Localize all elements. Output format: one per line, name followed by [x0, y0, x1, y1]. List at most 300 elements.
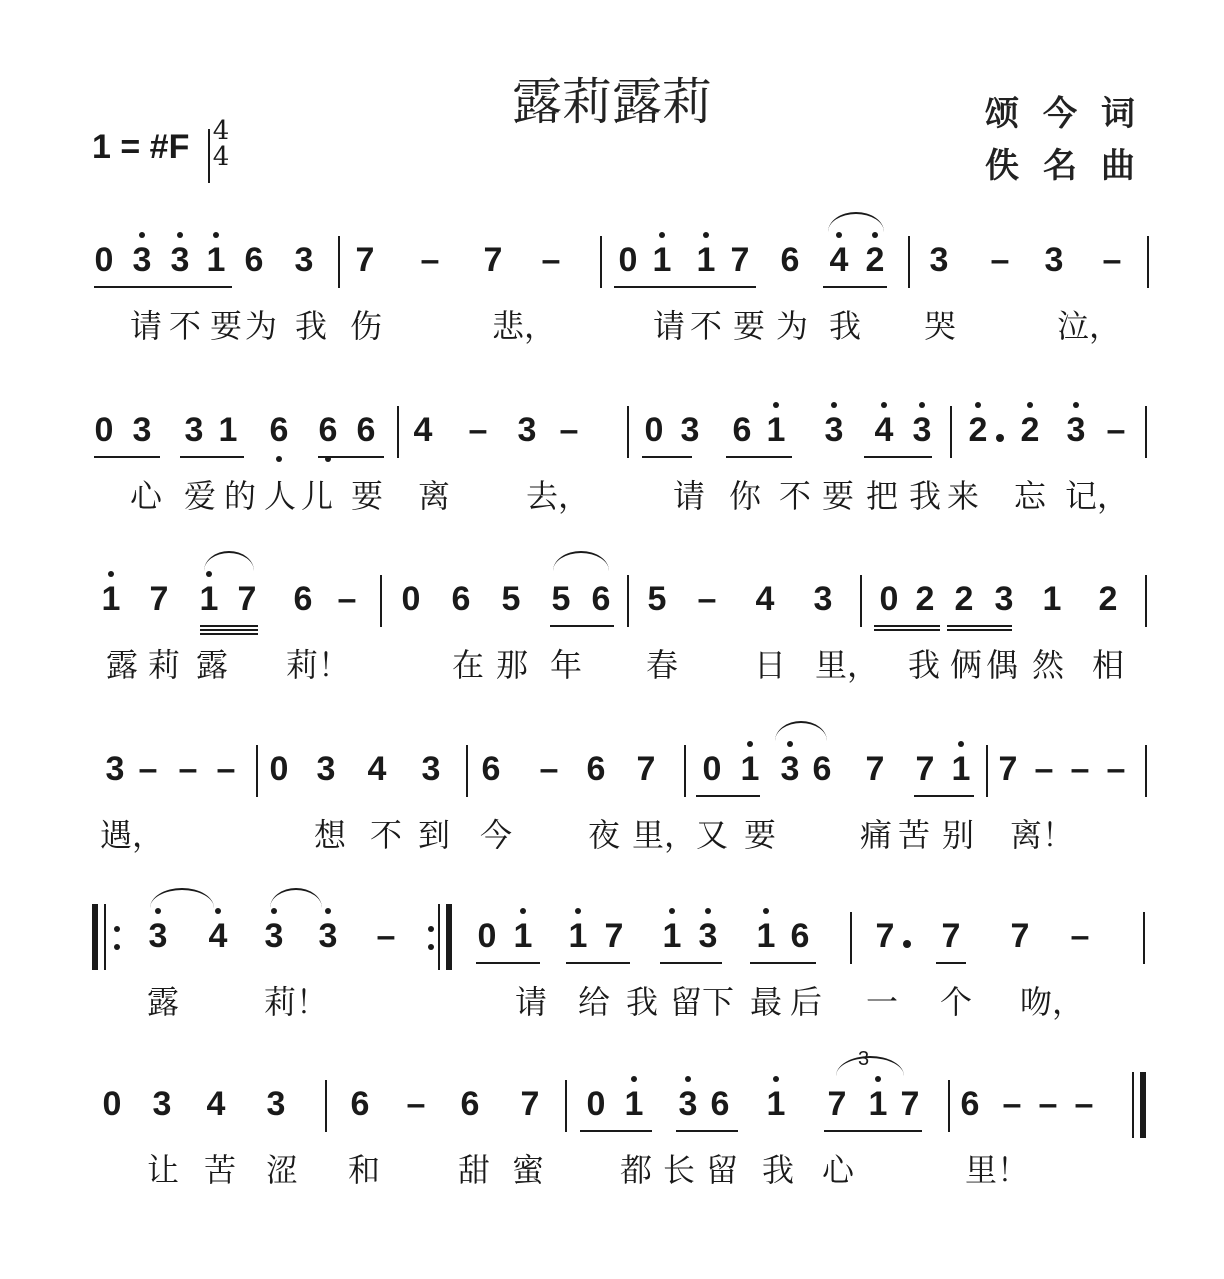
- octave-up-dot: [685, 1076, 691, 1082]
- underline-beam: [864, 456, 932, 458]
- barline: [397, 406, 399, 458]
- octave-up-dot: [763, 908, 769, 914]
- note-digit: 3: [148, 917, 168, 955]
- note-digit: 7: [875, 917, 895, 955]
- note-digit: 7: [998, 750, 1018, 788]
- note-digit: 1: [101, 580, 121, 618]
- note: [807, 735, 837, 825]
- note-digit: –: [1070, 917, 1090, 955]
- octave-up-dot: [669, 908, 675, 914]
- duration-dash: [1029, 735, 1059, 825]
- underline-beam: [823, 286, 887, 288]
- duration-dash: [371, 902, 401, 992]
- note-digit: –: [559, 411, 579, 449]
- slur-arc: [204, 551, 254, 571]
- note-digit: 4: [829, 241, 849, 279]
- lyric-syllable: 要: [743, 816, 776, 854]
- note-digit: 3: [517, 411, 537, 449]
- note-digit: –: [1102, 241, 1122, 279]
- octave-up-dot: [215, 908, 221, 914]
- note-digit: 7: [604, 917, 624, 955]
- note-digit: 7: [827, 1085, 847, 1123]
- lyric-syllable: 露: [146, 983, 179, 1021]
- note: [946, 735, 976, 825]
- score-title: 露莉露莉: [512, 73, 712, 131]
- note: [751, 902, 781, 992]
- note-digit: 3: [421, 750, 441, 788]
- rest-note: [639, 396, 669, 486]
- underline-beam: [936, 962, 966, 964]
- note-digit: 3: [1066, 411, 1086, 449]
- note-digit: 6: [591, 580, 611, 618]
- slur-arc: [553, 551, 609, 571]
- note: [351, 396, 381, 486]
- lyric-syllable: 请: [129, 307, 162, 345]
- underline-beam: [726, 456, 792, 458]
- note-digit: –: [990, 241, 1010, 279]
- note-digit: 1: [766, 1085, 786, 1123]
- slur-arc: [836, 1056, 904, 1076]
- underline-beam: [550, 625, 614, 627]
- underline-beam: [914, 795, 974, 797]
- note-digit: 2: [954, 580, 974, 618]
- octave-up-dot: [1073, 402, 1079, 408]
- note: [860, 735, 890, 825]
- repeat-end-sign: [428, 904, 458, 970]
- slur-arc: [775, 721, 827, 741]
- lyric-syllable: 我: [294, 307, 327, 345]
- note-digit: 3: [912, 411, 932, 449]
- note: [657, 902, 687, 992]
- note-digit: 6: [732, 411, 752, 449]
- duration-dash: [692, 565, 722, 655]
- note: [642, 565, 672, 655]
- underline-beam: [874, 625, 940, 627]
- barline: [1147, 236, 1149, 288]
- lyric-syllable: 个: [939, 983, 972, 1021]
- note: [631, 735, 661, 825]
- note: [96, 565, 126, 655]
- lyric-syllable: 请: [652, 307, 685, 345]
- note-digit: 7: [355, 241, 375, 279]
- lyric-syllable: 悲，: [492, 307, 557, 345]
- note: [478, 226, 508, 316]
- duration-dash: [463, 396, 493, 486]
- note-digit: 2: [865, 241, 885, 279]
- note: [581, 735, 611, 825]
- note: [165, 226, 195, 316]
- lyric-syllable: 长: [662, 1151, 695, 1189]
- repeat-start-sign: [92, 904, 132, 970]
- note-digit: 1: [513, 917, 533, 955]
- octave-up-dot: [836, 232, 842, 238]
- lyric-syllable: 心: [821, 1151, 854, 1189]
- time-signature-bottom: 4: [212, 142, 230, 172]
- note-digit: 6: [710, 1085, 730, 1123]
- time-signature: [208, 118, 234, 170]
- rest-note: [472, 902, 502, 992]
- note: [313, 396, 343, 486]
- octave-up-dot: [631, 1076, 637, 1082]
- underline-beam: [318, 456, 384, 458]
- note-digit: 1: [756, 917, 776, 955]
- lyric-syllable: 年: [549, 646, 582, 684]
- octave-up-dot: [831, 402, 837, 408]
- lyric-syllable: 为: [244, 307, 277, 345]
- note-digit: 6: [269, 411, 289, 449]
- note: [289, 226, 319, 316]
- note-digit: 1: [951, 750, 971, 788]
- note-digit: –: [1002, 1085, 1022, 1123]
- score-line: [0, 902, 1224, 1052]
- lyric-syllable: 不: [168, 307, 201, 345]
- note: [288, 565, 318, 655]
- note: [203, 902, 233, 992]
- note: [907, 396, 937, 486]
- note-digit: 3: [132, 241, 152, 279]
- note-digit: 1: [868, 1085, 888, 1123]
- lyric-syllable: 人: [263, 477, 296, 515]
- note-digit: 1: [1042, 580, 1062, 618]
- note-digit: –: [406, 1085, 426, 1123]
- underline-beam: [566, 962, 630, 964]
- note: [586, 565, 616, 655]
- note: [144, 565, 174, 655]
- barline: [908, 236, 910, 288]
- lyric-syllable: 苦: [203, 1151, 236, 1189]
- note: [1015, 396, 1045, 486]
- note-digit: 3: [813, 580, 833, 618]
- duration-dash: [332, 565, 362, 655]
- barline: [1145, 745, 1147, 797]
- note-digit: 3: [780, 750, 800, 788]
- note: [775, 735, 805, 825]
- slur-arc: [150, 888, 214, 908]
- underline-beam: [580, 1130, 652, 1132]
- barline: [466, 745, 468, 797]
- duration-dash: [401, 1070, 431, 1160]
- note: [955, 1070, 985, 1160]
- barline: [565, 1080, 567, 1132]
- barline: [338, 236, 340, 288]
- octave-up-dot: [787, 741, 793, 747]
- octave-up-dot: [875, 1076, 881, 1082]
- lyric-syllable: 夜: [587, 816, 620, 854]
- lyric-syllable: 哭: [923, 307, 956, 345]
- duration-dash: [554, 396, 584, 486]
- note: [350, 226, 380, 316]
- octave-up-dot: [773, 1076, 779, 1082]
- rest-note: [697, 735, 727, 825]
- lyric-syllable: 别: [941, 816, 974, 854]
- note: [446, 565, 476, 655]
- score-line: [0, 565, 1224, 715]
- note-digit: 6: [960, 1085, 980, 1123]
- octave-up-dot: [747, 741, 753, 747]
- note: [993, 735, 1023, 825]
- lyric-syllable: 不: [369, 816, 402, 854]
- note: [1093, 565, 1123, 655]
- note-digit: –: [697, 580, 717, 618]
- barline: [256, 745, 258, 797]
- lyric-syllable: 不: [778, 477, 811, 515]
- octave-up-dot: [773, 402, 779, 408]
- underline-beam: [696, 795, 760, 797]
- note-digit: 7: [149, 580, 169, 618]
- note-digit: 6: [460, 1085, 480, 1123]
- lyric-syllable: 今: [479, 816, 512, 854]
- note-digit: –: [1038, 1085, 1058, 1123]
- lyric-syllable: 我: [907, 646, 940, 684]
- note-digit: –: [468, 411, 488, 449]
- note-digit: 4: [367, 750, 387, 788]
- score-line: [0, 396, 1224, 546]
- lyric-syllable: 都: [619, 1151, 652, 1189]
- note-digit: 6: [451, 580, 471, 618]
- triplet-mark: 3: [858, 1048, 870, 1070]
- note: [691, 226, 721, 316]
- lyric-syllable: 下: [701, 983, 734, 1021]
- octave-up-dot: [271, 908, 277, 914]
- note: [100, 735, 130, 825]
- score-line: [0, 735, 1224, 885]
- note: [949, 565, 979, 655]
- note-digit: –: [337, 580, 357, 618]
- lyric-syllable: 我: [908, 477, 941, 515]
- note-digit: 3: [678, 1085, 698, 1123]
- note-digit: –: [138, 750, 158, 788]
- lyric-syllable: 离: [417, 477, 450, 515]
- barline: [380, 575, 382, 627]
- note: [496, 565, 526, 655]
- note: [127, 226, 157, 316]
- rest-note: [874, 565, 904, 655]
- lyric-syllable: 心: [129, 477, 162, 515]
- underline-beam: [476, 962, 540, 964]
- lyric-syllable: 不: [689, 307, 722, 345]
- note: [963, 396, 993, 486]
- note: [910, 565, 940, 655]
- barline: [1145, 575, 1147, 627]
- note-digit: 1: [624, 1085, 644, 1123]
- note-digit: 4: [208, 917, 228, 955]
- octave-up-dot: [659, 232, 665, 238]
- note-digit: 7: [636, 750, 656, 788]
- note: [863, 1070, 893, 1160]
- lyric-syllable: 离！: [1010, 816, 1075, 854]
- lyric-syllable: 要: [732, 307, 765, 345]
- note-digit: 3: [698, 917, 718, 955]
- lyric-syllable: 莉: [147, 646, 180, 684]
- note-digit: 5: [501, 580, 521, 618]
- lyric-syllable: 我: [625, 983, 658, 1021]
- note-digit: 7: [915, 750, 935, 788]
- octave-up-dot: [703, 232, 709, 238]
- note: [924, 226, 954, 316]
- note-digit: 3: [318, 917, 338, 955]
- lyric-syllable: 那: [495, 646, 528, 684]
- barline: [627, 406, 629, 458]
- underline-beam: [676, 1130, 738, 1132]
- lyric-syllable: 让: [146, 1151, 179, 1189]
- lyric-syllable: 相: [1091, 646, 1124, 684]
- note: [345, 1070, 375, 1160]
- note-digit: 3: [316, 750, 336, 788]
- lyric-syllable: 涩: [265, 1151, 298, 1189]
- key-tonic: 1 = #F: [92, 128, 190, 166]
- underline-beam: [642, 456, 692, 458]
- note-digit: 6: [350, 1085, 370, 1123]
- note: [239, 226, 269, 316]
- note-digit: 1: [652, 241, 672, 279]
- note: [147, 1070, 177, 1160]
- duration-dash: [1097, 226, 1127, 316]
- underline-beam: [200, 629, 258, 631]
- note: [647, 226, 677, 316]
- lyric-syllable: 为: [775, 307, 808, 345]
- score-line: [0, 1048, 1224, 1220]
- note: [563, 902, 593, 992]
- lyric-syllable: 最: [749, 983, 782, 1021]
- note-digit: –: [1070, 750, 1090, 788]
- note: [808, 565, 838, 655]
- lyric-syllable: 日: [753, 646, 786, 684]
- note: [313, 902, 343, 992]
- duration-dash: [534, 735, 564, 825]
- lyric-syllable: 到: [417, 816, 450, 854]
- note-digit: –: [376, 917, 396, 955]
- note-digit: 0: [586, 1085, 606, 1123]
- note-digit: –: [420, 241, 440, 279]
- note: [408, 396, 438, 486]
- note-digit: 3: [680, 411, 700, 449]
- octave-up-dot: [881, 402, 887, 408]
- duration-dash: [536, 226, 566, 316]
- note: [727, 396, 757, 486]
- note: [127, 396, 157, 486]
- note-digit: 1: [206, 241, 226, 279]
- note-digit: 4: [413, 411, 433, 449]
- note-digit: 6: [481, 750, 501, 788]
- barline: [850, 912, 852, 964]
- lyric-syllable: 要: [209, 307, 242, 345]
- note-digit: 7: [483, 241, 503, 279]
- note: [725, 226, 755, 316]
- barline: [1143, 912, 1145, 964]
- lyric-syllable: 记，: [1065, 477, 1130, 515]
- lyric-syllable: 请: [514, 983, 547, 1021]
- lyric-syllable: 想: [313, 816, 346, 854]
- note: [259, 902, 289, 992]
- barline: [1145, 406, 1147, 458]
- rest-note: [89, 226, 119, 316]
- lyric-syllable: 我: [828, 307, 861, 345]
- note-digit: 6: [790, 917, 810, 955]
- lyric-syllable: 和: [347, 1151, 380, 1189]
- barline: [325, 1080, 327, 1132]
- note-digit: 3: [152, 1085, 172, 1123]
- note: [232, 565, 262, 655]
- rest-note: [89, 396, 119, 486]
- note: [619, 1070, 649, 1160]
- note: [1039, 226, 1069, 316]
- note-digit: 7: [1010, 917, 1030, 955]
- lyricist-credit: 颂今词: [985, 94, 1159, 134]
- rest-note: [613, 226, 643, 316]
- octave-up-dot: [919, 402, 925, 408]
- slur-arc: [828, 212, 884, 232]
- note: [775, 226, 805, 316]
- note-digit: 0: [401, 580, 421, 618]
- lyric-syllable: 你: [728, 477, 761, 515]
- note-digit: 3: [1044, 241, 1064, 279]
- note-digit: –: [541, 241, 561, 279]
- lyric-syllable: 甜: [457, 1151, 490, 1189]
- barline: [860, 575, 862, 627]
- note-digit: 3: [824, 411, 844, 449]
- note-digit: 0: [644, 411, 664, 449]
- note: [143, 902, 173, 992]
- note: [860, 226, 890, 316]
- duration-dash: [211, 735, 241, 825]
- lyric-syllable: 里，: [632, 816, 697, 854]
- score-line: [0, 226, 1224, 376]
- underline-beam: [874, 629, 940, 631]
- lyric-syllable: 露: [195, 646, 228, 684]
- note-digit: 0: [879, 580, 899, 618]
- underline-beam: [750, 962, 816, 964]
- note-digit: –: [1106, 411, 1126, 449]
- lyric-syllable: 露: [105, 646, 138, 684]
- note-digit: 6: [244, 241, 264, 279]
- lyric-syllable: 偶: [985, 646, 1018, 684]
- lyric-syllable: 吻，: [1020, 983, 1085, 1021]
- note-digit: 3: [929, 241, 949, 279]
- underline-beam: [947, 625, 1012, 627]
- note: [179, 396, 209, 486]
- note-digit: 5: [647, 580, 667, 618]
- duration-dash: [415, 226, 445, 316]
- note-digit: 6: [356, 411, 376, 449]
- note: [201, 1070, 231, 1160]
- note-digit: 1: [218, 411, 238, 449]
- note: [476, 735, 506, 825]
- note-digit: 6: [293, 580, 313, 618]
- note-digit: 7: [941, 917, 961, 955]
- note-digit: –: [216, 750, 236, 788]
- octave-up-dot: [1027, 402, 1033, 408]
- octave-up-dot: [872, 232, 878, 238]
- note: [546, 565, 576, 655]
- note: [693, 902, 723, 992]
- note-digit: –: [539, 750, 559, 788]
- octave-up-dot: [958, 741, 964, 747]
- lyric-syllable: 然: [1031, 646, 1064, 684]
- note-digit: 3: [294, 241, 314, 279]
- note-digit: 2: [915, 580, 935, 618]
- note-digit: 2: [968, 411, 988, 449]
- note-digit: –: [1106, 750, 1126, 788]
- note-digit: –: [1074, 1085, 1094, 1123]
- duration-dash: [1101, 735, 1131, 825]
- note-digit: 3: [264, 917, 284, 955]
- octave-down-dot: [276, 456, 282, 462]
- duration-dash: [997, 1070, 1027, 1160]
- note-digit: 3: [994, 580, 1014, 618]
- underline-beam: [94, 286, 232, 288]
- barline: [600, 236, 602, 288]
- note: [869, 396, 899, 486]
